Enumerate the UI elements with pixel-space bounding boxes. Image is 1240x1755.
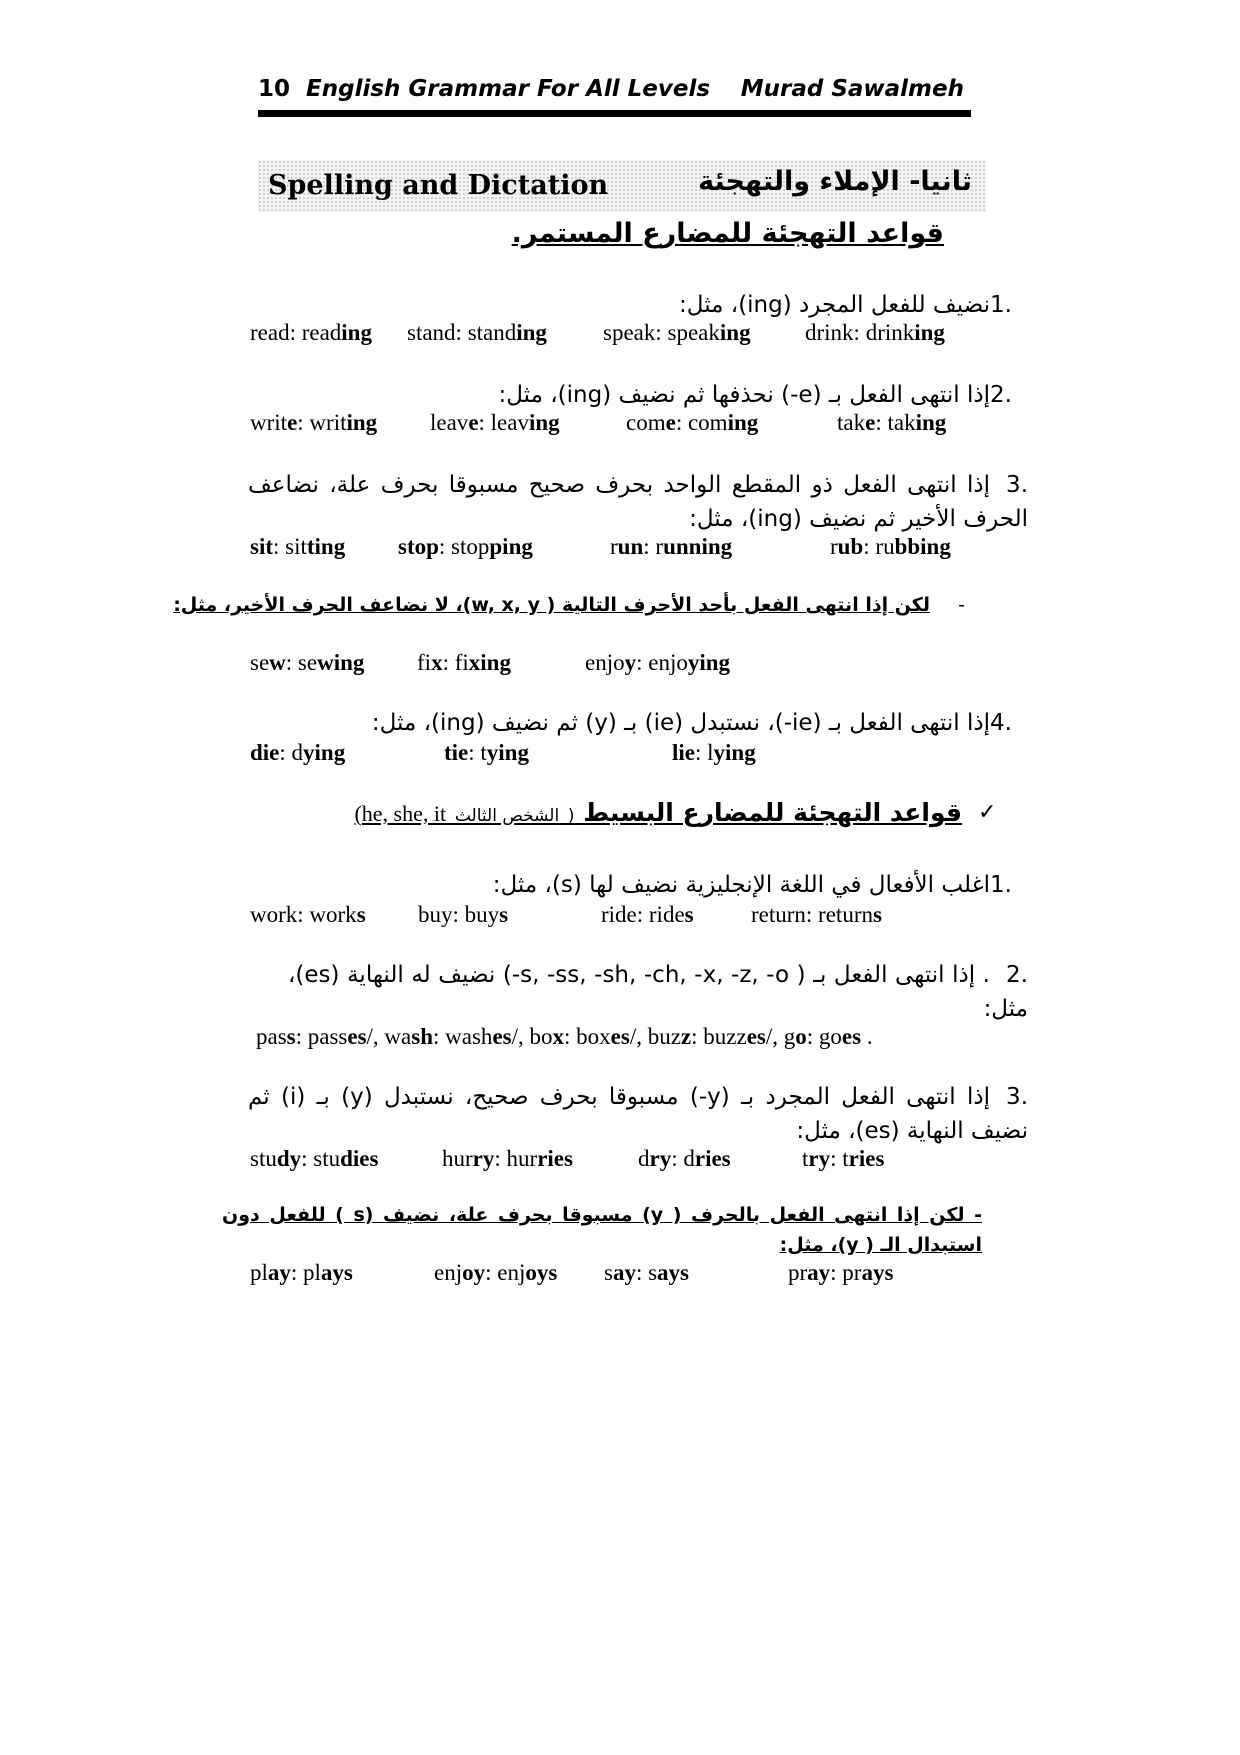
examples-row-3: sit: sitting stop: stopping run: running rub: rubbing bbox=[250, 534, 951, 559]
rule-number: .2 bbox=[1006, 962, 1028, 988]
examples-row-8: study: studies hurry: hurries dry: dries try: tries bbox=[250, 1146, 885, 1171]
note-dash: - bbox=[958, 594, 965, 616]
examples-row-9: play: plays enjoy: enjoys say: says pray: prays bbox=[250, 1260, 894, 1285]
author-name: Murad Sawalmeh bbox=[740, 76, 964, 102]
note-no-doubling: لكن إذا انتهى الفعل بأحد الأحرف التالية ( w, x, y)، لا نضاعف الحرف الأخير، مثل: bbox=[173, 594, 930, 616]
title-arabic: ثانيا- الإملاء والتهجئة bbox=[698, 166, 972, 197]
examples-row-4: sew: sewing fix: fixing enjoy: enjoying bbox=[250, 650, 731, 675]
section2-heading: قواعد التهجئة للمضارع البسيط ( الشخص الثالث he, she, it) bbox=[354, 798, 962, 827]
title-english: Spelling and Dictation bbox=[268, 170, 609, 201]
rule-1-4 bbox=[248, 706, 1028, 740]
examples-row-6: work: works buy: buys ride: rides return: returns bbox=[250, 902, 882, 927]
check-mark-icon: ✓ bbox=[978, 800, 997, 825]
note-vowel-y: - لكن إذا انتهى الفعل بالحرف ( y) مسبوقا بحرف علة، نضيف (s ) للفعل دون استبدال الـ ( y)، مثل: bbox=[222, 1204, 983, 1256]
rule-number: .3 bbox=[1006, 472, 1028, 498]
rule-2-3 bbox=[248, 1080, 1028, 1148]
rule-number: .1 bbox=[990, 292, 1012, 318]
rule-1-1 bbox=[248, 288, 1028, 322]
rule-number: .4 bbox=[990, 710, 1012, 736]
rule-2-1 bbox=[248, 868, 1028, 902]
rule-1-3 bbox=[248, 468, 1028, 536]
rule-number: .2 bbox=[990, 382, 1012, 408]
section1-heading: قواعد التهجئة للمضارع المستمر. bbox=[511, 218, 944, 249]
rule-text: إذا انتهى الفعل المجرد بـ (y-) مسبوقا بحرف صحيح، نستبدل (y) بـ (i) ثم نضيف النهاية (es)، مثل: bbox=[248, 1084, 1028, 1144]
page-header bbox=[258, 76, 710, 102]
rule-number: .3 bbox=[1006, 1084, 1028, 1110]
page-number: 10 bbox=[258, 76, 291, 102]
rule-text: إذا انتهى الفعل بـ (e-) نحذفها ثم نضيف (ing)، مثل: bbox=[498, 382, 990, 408]
rule-number: .1 bbox=[990, 872, 1012, 898]
examples-row-7: pass: passes/, wash: washes/, box: boxes/, buzz: buzzes/, go: goes . bbox=[256, 1024, 873, 1049]
rule-2-2 bbox=[288, 958, 1028, 1026]
rule-text: إذا انتهى الفعل بـ (ie-)، نستبدل (ie) بـ (y) ثم نضيف (ing)، مثل: bbox=[371, 710, 990, 736]
rule-1-2 bbox=[248, 378, 1028, 412]
book-title: English Grammar For All Levels bbox=[306, 76, 711, 102]
rule-text: . إذا انتهى الفعل بـ ( s, -ss, -sh, -ch, -x, -z, -o-) نضيف له النهاية (es)، مثل: bbox=[288, 962, 1028, 1022]
examples-row-2: write: writing leave: leaving come: coming take: taking bbox=[250, 410, 947, 435]
header-rule bbox=[258, 110, 971, 117]
examples-row-5: die: dying tie: tying lie: lying bbox=[250, 740, 756, 765]
rule-text: اغلب الأفعال في اللغة الإنجليزية نضيف لها (s)، مثل: bbox=[492, 872, 990, 898]
rule-text: إذا انتهى الفعل ذو المقطع الواحد بحرف صحيح مسبوقا بحرف علة، نضاعف الحرف الأخير ثم نضيف (ing)، مثل: bbox=[248, 472, 1028, 532]
rule-text: نضيف للفعل المجرد (ing)، مثل: bbox=[679, 292, 990, 318]
examples-row-1: read: reading stand: standing speak: speaking drink: drinking bbox=[250, 320, 945, 345]
